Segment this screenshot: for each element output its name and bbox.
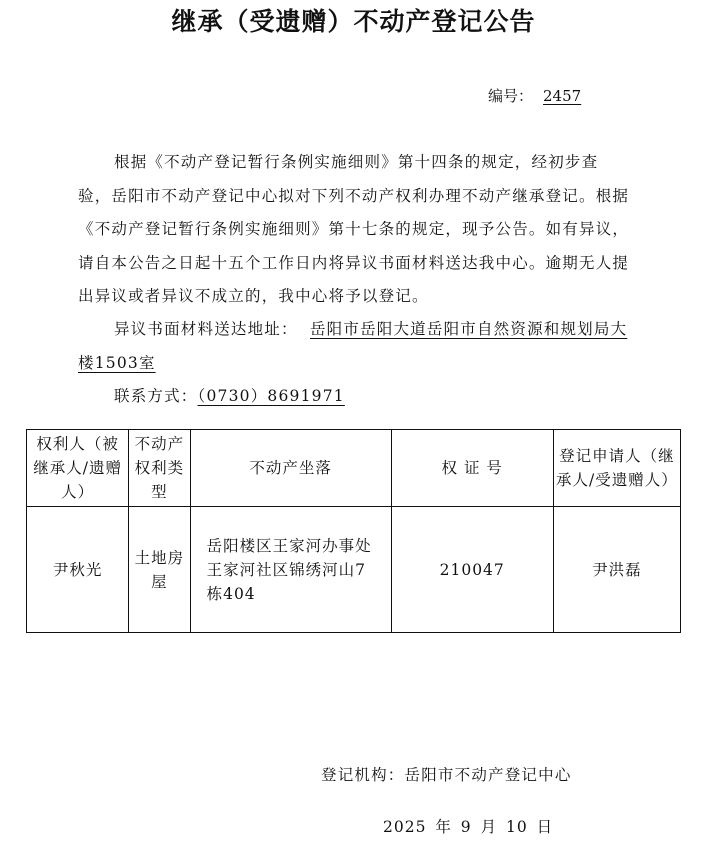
cell-right-holder: 尹秋光: [27, 507, 129, 633]
address-label: 异议书面材料送达地址：: [114, 320, 298, 338]
serial-value: 2457: [543, 87, 582, 105]
table-row: [27, 507, 681, 633]
cell-right-type: 土地房屋: [129, 507, 190, 633]
header-right-holder: 权利人（被继承人/遗赠人）: [27, 430, 129, 507]
cell-certificate-no: 210047: [391, 507, 553, 633]
contact-label: 联系方式：: [114, 387, 198, 405]
header-location: 不动产坐落: [190, 430, 391, 507]
serial-number: [488, 84, 581, 108]
page-title: 继承（受遗赠）不动产登记公告: [171, 7, 536, 36]
objection-address: [78, 313, 631, 380]
registration-table: [26, 429, 681, 633]
location-text: 岳阳楼区王家河办事处王家河社区锦绣河山7栋404: [206, 536, 372, 603]
cell-applicant: 尹洪磊: [553, 507, 680, 633]
address-value: 岳阳市岳阳大道岳阳市自然资源和规划局大楼1503室: [78, 320, 628, 372]
header-certificate-no: 权 证 号: [391, 430, 553, 507]
registration-authority: [321, 763, 572, 787]
table-header-row: [27, 430, 681, 507]
header-right-type: 不动产权利类型: [129, 430, 190, 507]
header-applicant: 登记申请人（继承人/受遗赠人）: [553, 430, 680, 507]
cell-location: [190, 507, 391, 633]
notice-paragraph: 根据《不动产登记暂行条例实施细则》第十四条的规定，经初步查验，岳阳市不动产登记中心拟对下列不动产权利办理不动产继承登记。根据《不动产登记暂行条例实施细则》第十七条的规定，现予公告。如有异议，请自本公告之日起十五个工作日内将异议书面材料送达我中心。逾期无人提出异议或者异议不成立的，我中心将予以登记。: [78, 153, 630, 305]
notice-date: 2025 年 9 月 10 日: [383, 818, 554, 836]
contact-value: （0730）8691971: [197, 387, 345, 405]
serial-label: 编号：: [488, 87, 534, 105]
org-label: 登记机构：: [321, 766, 405, 784]
contact-info: [114, 380, 345, 414]
org-name: 岳阳市不动产登记中心: [404, 766, 572, 784]
